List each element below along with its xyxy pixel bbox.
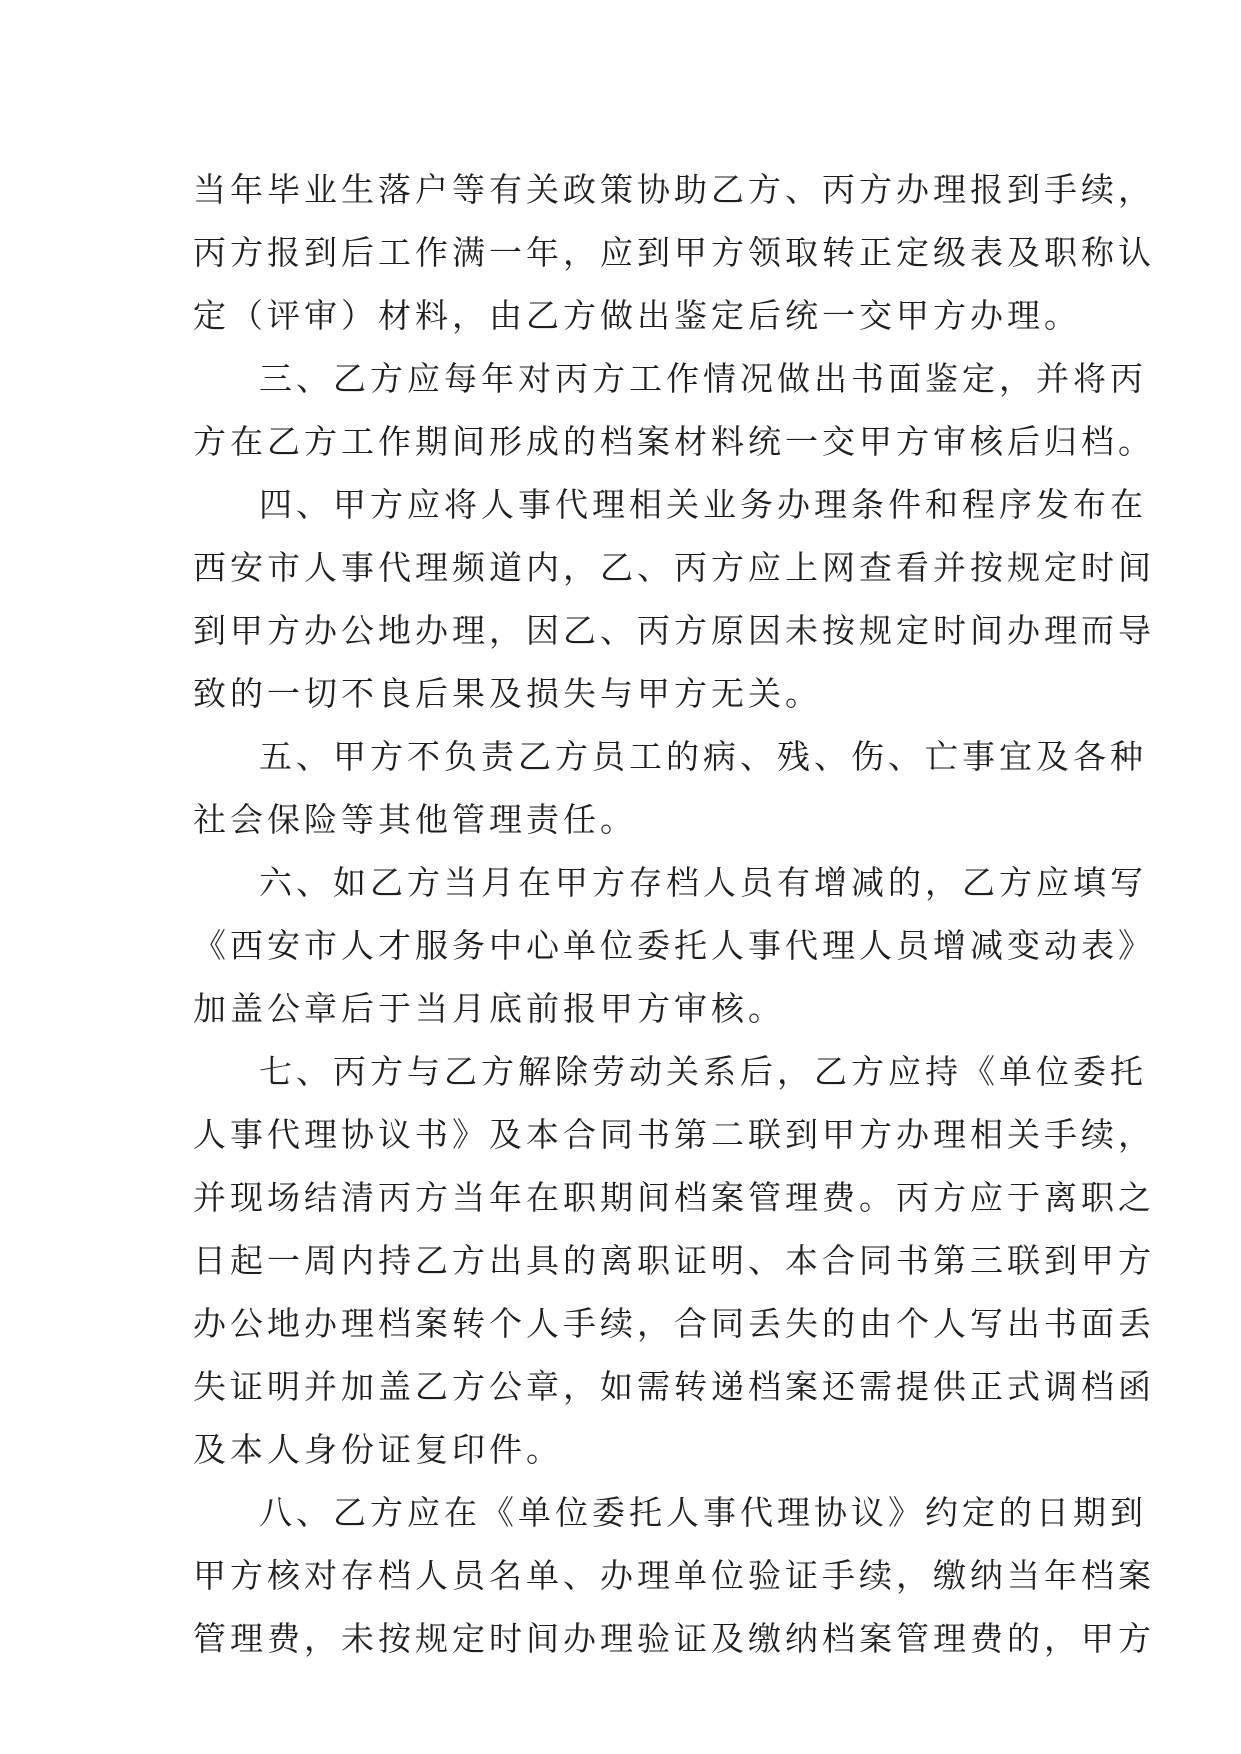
- text-line: 当年毕业生落户等有关政策协助乙方、丙方办理报到手续，: [193, 170, 1155, 209]
- text-line: 丙方报到后工作满一年，应到甲方领取转正定级表及职称认: [193, 233, 1155, 272]
- text-line: 失证明并加盖乙方公章，如需转递档案还需提供正式调档函: [193, 1367, 1155, 1406]
- clause-7-start: 七、丙方与乙方解除劳动关系后，乙方应持《单位委托: [259, 1052, 1147, 1091]
- text-line: 加盖公章后于当月底前报甲方审核。: [193, 989, 785, 1028]
- text-line: 甲方核对存档人员名单、办理单位验证手续，缴纳当年档案: [193, 1556, 1155, 1595]
- text-line: 并现场结清丙方当年在职期间档案管理费。丙方应于离职之: [193, 1178, 1155, 1217]
- text-line: 西安市人事代理频道内，乙、丙方应上网查看并按规定时间: [193, 548, 1155, 587]
- text-line: 管理费，未按规定时间办理验证及缴纳档案管理费的，甲方: [193, 1619, 1155, 1658]
- document-body: [193, 158, 1155, 1670]
- text-line: 办公地办理档案转个人手续，合同丢失的由个人写出书面丢: [193, 1304, 1155, 1343]
- text-line: 到甲方办公地办理，因乙、丙方原因未按规定时间办理而导: [193, 611, 1155, 650]
- clause-3-start: 三、乙方应每年对丙方工作情况做出书面鉴定，并将丙: [259, 359, 1147, 398]
- clause-5-start: 五、甲方不负责乙方员工的病、残、伤、亡事宜及各种: [259, 737, 1147, 776]
- text-line: 社会保险等其他管理责任。: [193, 800, 637, 839]
- text-line: 致的一切不良后果及损失与甲方无关。: [193, 674, 822, 713]
- text-line: 日起一周内持乙方出具的离职证明、本合同书第三联到甲方: [193, 1241, 1155, 1280]
- text-line: 《西安市人才服务中心单位委托人事代理人员增减变动表》: [193, 926, 1155, 965]
- text-line: 人事代理协议书》及本合同书第二联到甲方办理相关手续，: [193, 1115, 1155, 1154]
- text-line: 定（评审）材料，由乙方做出鉴定后统一交甲方办理。: [193, 296, 1081, 335]
- clause-8-start: 八、乙方应在《单位委托人事代理协议》约定的日期到: [259, 1493, 1147, 1532]
- clause-6-start: 六、如乙方当月在甲方存档人员有增减的，乙方应填写: [259, 863, 1147, 902]
- clause-4-start: 四、甲方应将人事代理相关业务办理条件和程序发布在: [259, 485, 1147, 524]
- text-line: 及本人身份证复印件。: [193, 1430, 563, 1469]
- text-line: 方在乙方工作期间形成的档案材料统一交甲方审核后归档。: [193, 422, 1155, 461]
